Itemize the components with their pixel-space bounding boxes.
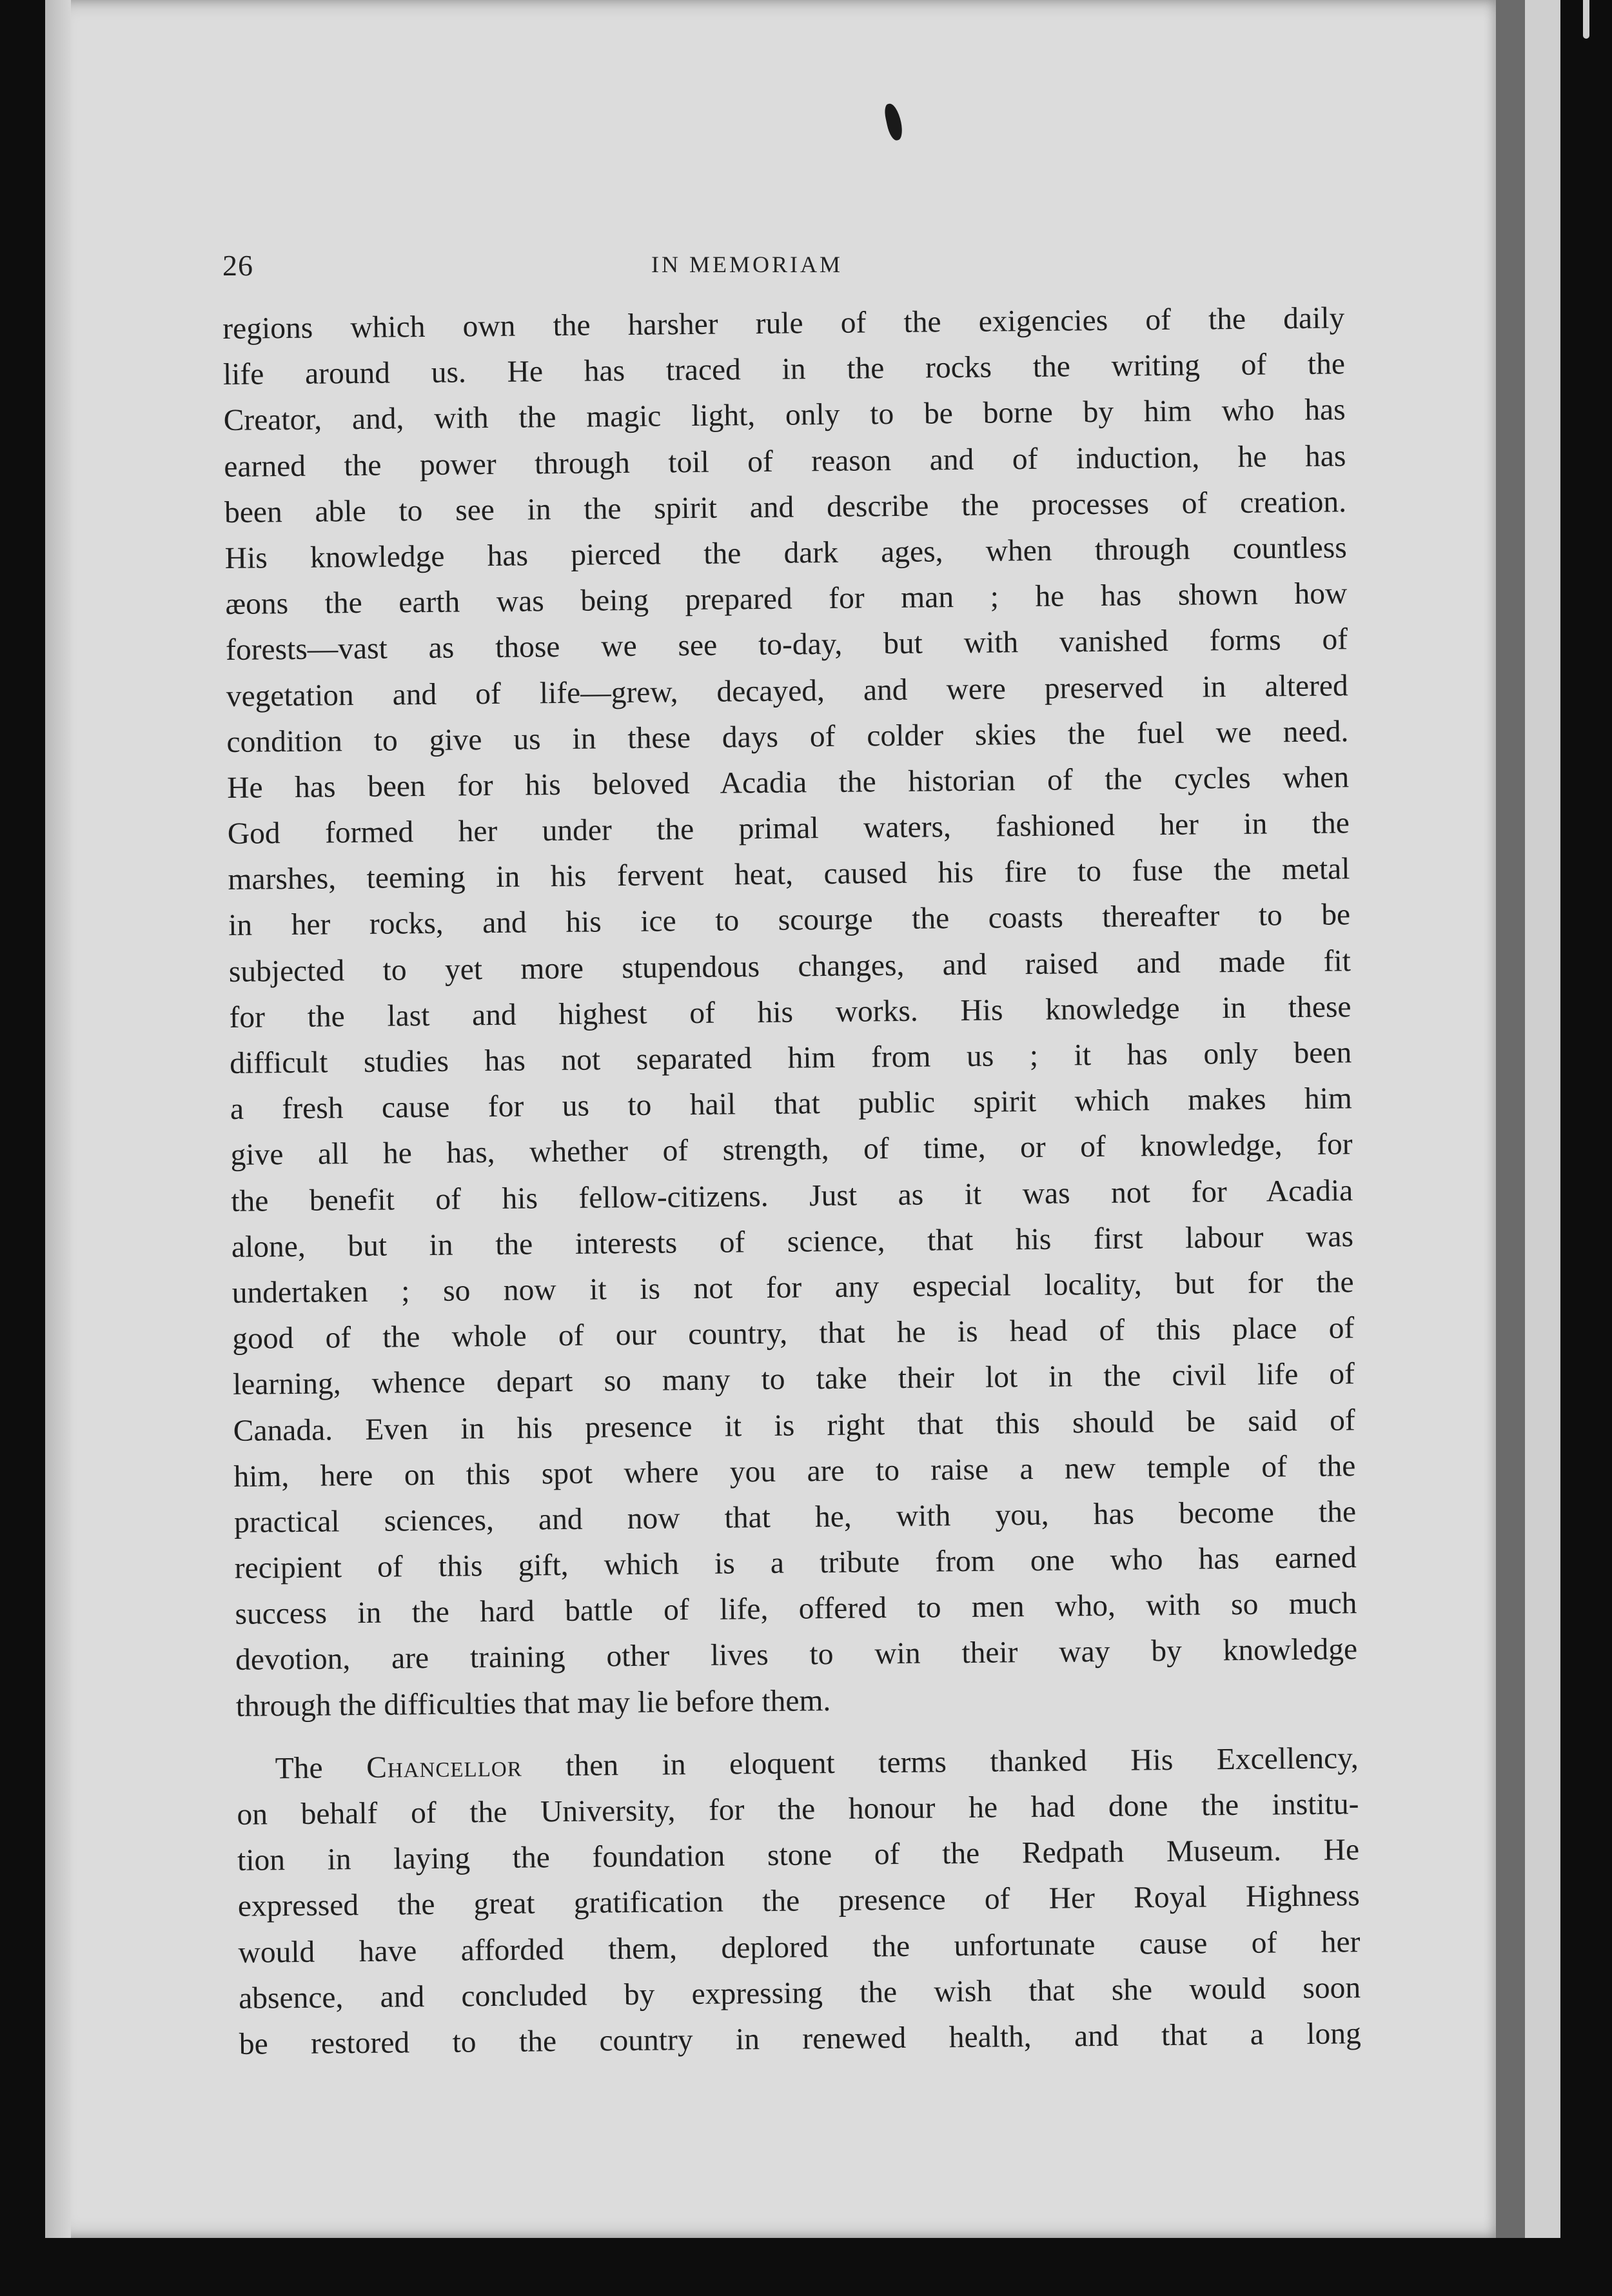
text-line: in her rocks, and his ice to scourge the coasts thereafter to be <box>228 898 1351 943</box>
text-line: devotion, are training other lives to win their way by knowledge <box>235 1632 1358 1677</box>
text-line: alone, but in the interests of science, that his first labour was <box>231 1219 1354 1264</box>
text-line: recipient of this gift, which is a tribute from one who has earned <box>234 1541 1357 1585</box>
paragraph-2 <box>236 1736 1361 2068</box>
text-line: tion in laying the foundation stone of the Redpath Museum. He <box>237 1833 1360 1878</box>
text-line: on behalf of the University, for the honour he had done the institu- <box>237 1787 1359 1832</box>
text-line: He has been for his beloved Acadia the historian of the cycles when <box>226 760 1350 805</box>
running-head <box>0 248 1612 287</box>
text-run: The <box>275 1750 367 1786</box>
text-line: subjected to yet more stupendous changes, and raised and made fit <box>228 944 1352 989</box>
text-line: absence, and concluded by expressing the wish that she would soon <box>238 1970 1361 2015</box>
text-line: His knowledge has pierced the dark ages, when through countless <box>224 531 1347 575</box>
running-title: IN MEMORIAM <box>651 252 843 277</box>
text-line: God formed her under the primal waters, fashioned her in the <box>227 806 1350 851</box>
page-gutter-shadow <box>45 0 71 2238</box>
text-line: through the difficulties that may lie before them. <box>235 1683 831 1723</box>
page-number: 26 <box>222 249 253 282</box>
text-line: give all he has, whether of strength, of time, or of knowledge, for <box>230 1127 1353 1173</box>
text-line: a fresh cause for us to hail that public spirit which makes him <box>230 1082 1353 1127</box>
text-line: æons the earth was being prepared for man ; he has shown how <box>225 577 1348 622</box>
scan-mark <box>1583 0 1589 39</box>
text-line: the benefit of his fellow-citizens. Just as it was not for Acadia <box>231 1173 1353 1218</box>
next-page-edge <box>1525 0 1560 2238</box>
binding-edge <box>1496 0 1525 2238</box>
text-line: marshes, teeming in his fervent heat, caused his fire to fuse the metal <box>228 852 1350 897</box>
text-line: regions which own the harsher rule of the exigencies of the daily <box>222 301 1345 346</box>
text-line: life around us. He has traced in the rocks the writing of the <box>222 347 1346 392</box>
text-line: would have afforded them, deplored the unfortunate cause of her <box>238 1925 1361 1970</box>
paragraph-1 <box>222 295 1358 1729</box>
text-line: success in the hard battle of life, offered to men who, with so much <box>235 1587 1357 1632</box>
text-line: learning, whence depart so many to take their lot in the civil life of <box>232 1357 1355 1402</box>
text-line: be restored to the country in renewed health, and that a long <box>239 2017 1362 2061</box>
text-line: for the last and highest of his works. His knowledge in these <box>229 990 1352 1034</box>
text-line: Canada. Even in his presence it is right that this should be said of <box>233 1403 1355 1448</box>
text-line: vegetation and of life—grew, decayed, and were preserved in altered <box>226 668 1348 713</box>
text-line: expressed the great gratification the presence of Her Royal Highness <box>237 1879 1360 1924</box>
text-line: been able to see in the spirit and describe the processes of creation. <box>224 485 1347 529</box>
text-line: forests—vast as those we see to-day, but with vanished forms of <box>225 622 1348 668</box>
chancellor-small-caps: Chancellor <box>366 1749 522 1785</box>
text-line: good of the whole of our country, that he is head of this place of <box>232 1311 1355 1356</box>
text-run: then in eloquent terms thanked His Excellency, <box>522 1741 1359 1783</box>
text-line: him, here on this spot where you are to raise a new temple of the <box>233 1449 1356 1494</box>
text-line: condition to give us in these days of colder skies the fuel we need. <box>226 714 1349 759</box>
body-text <box>222 295 1361 2068</box>
text-line: practical sciences, and now that he, with you, has become the <box>233 1495 1357 1539</box>
text-line: undertaken ; so now it is not for any especial locality, but for the <box>231 1265 1354 1310</box>
text-line: Creator, and, with the magic light, only to be borne by him who has <box>223 393 1346 438</box>
text-line: difficult studies has not separated him from us ; it has only been <box>230 1036 1352 1080</box>
text-line: earned the power through toil of reason and of induction, he has <box>224 439 1346 484</box>
